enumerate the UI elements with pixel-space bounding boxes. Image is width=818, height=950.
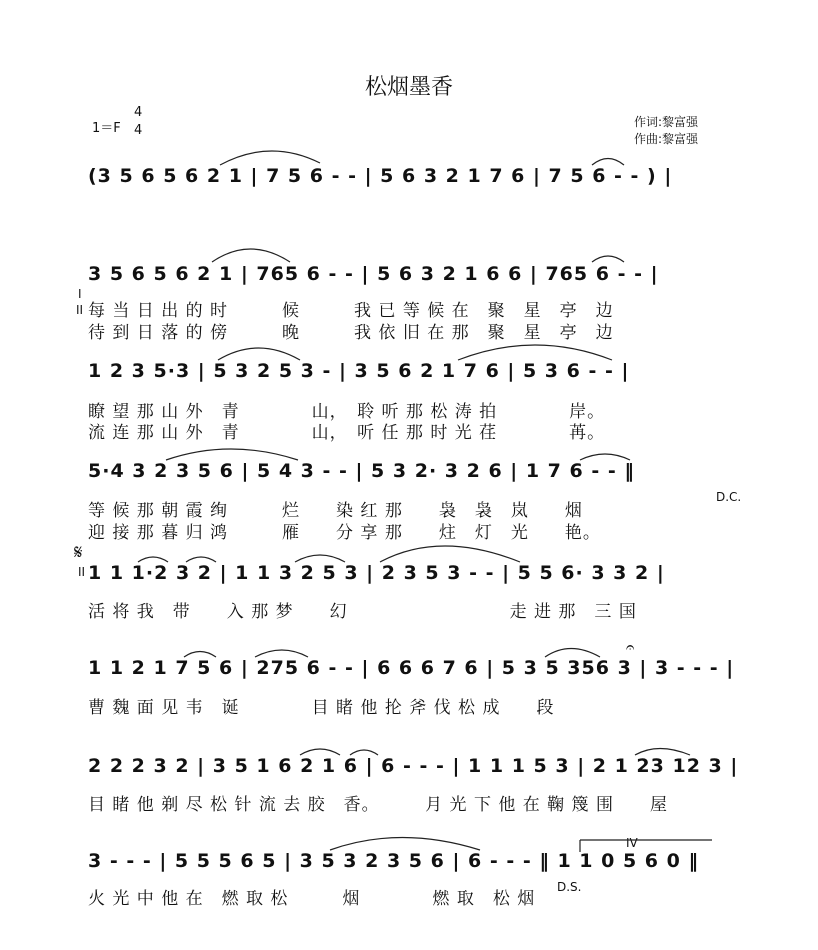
lyrics-row-5: 活 将 我 带 入 那 梦 幻 走 进 那 三 国	[88, 602, 637, 622]
lyrics-row-7: 目 睹 他 剃 尽 松 针 流 去 胶 香。 月 光 下 他 在 鞠 篾 围 屋	[88, 795, 668, 815]
notation-row-7: 2 2 2 3 2 | 3 5 1 6 2 1 6 | 6 - - - | 1 1 1 5 3 | 2 1 23 12 3 |	[88, 755, 739, 777]
notation-row-8: 3 - - - | 5 5 5 6 5 | 3 5 3 2 3 5 6 | 6 - - - ‖ 1 1 0 5 6 0 ‖	[88, 850, 699, 872]
lyrics-row-2b: 待 到 日 落 的 傍 晚 我 依 旧 在 那 聚 星 亭 边	[88, 323, 614, 343]
key-signature: 1＝F	[92, 121, 121, 136]
fermata-icon: 𝄐	[626, 638, 635, 656]
lyrics-row-3a: 瞭 望 那 山 外 青 山， 聆 听 那 松 涛 拍 岸。	[88, 402, 606, 422]
lyrics-row-6: 曹 魏 面 见 韦 诞 目 睹 他 抡 斧 伐 松 成 段	[88, 698, 555, 718]
volta-mark-4: IV	[626, 836, 638, 850]
verse-mark-2b: II	[78, 565, 86, 579]
notation-row-4: 5·4 3 2 3 5 6 | 5 4 3 - - | 5 3 2· 3 2 6 | 1 7 6 - - ‖	[88, 460, 635, 482]
lyrics-row-2a: 每 当 日 出 的 时 候 我 已 等 候 在 聚 星 亭 边	[88, 301, 614, 321]
lyricist-credit: 作词:黎富强	[634, 115, 699, 129]
notation-row-1: (3 5 6 5 6 2 1 | 7 5 6 - - | 5 6 3 2 1 7 6 | 7 5 6 - - ) |	[88, 165, 673, 187]
meter-top: 4	[134, 105, 143, 120]
ds-mark: D.S.	[557, 880, 582, 894]
verse-mark-1: I	[78, 287, 82, 301]
notation-row-6: 1 1 2 1 7 5 6 | 275 6 - - | 6 6 6 7 6 | 5 3 5 356 3 | 3 - - - |	[88, 657, 735, 679]
meter-bottom: 4	[134, 123, 143, 138]
page-title: 松烟墨香	[364, 75, 453, 100]
lyrics-row-8: 火 光 中 他 在 燃 取 松 烟 燃 取 松 烟	[88, 889, 536, 909]
segno-icon: 𝄋	[74, 540, 83, 564]
lyrics-row-3b: 流 连 那 山 外 青 山， 听 任 那 时 光 荏 苒。	[88, 423, 606, 443]
notation-row-5: 1 1 1·2 3 2 | 1 1 3 2 5 3 | 2 3 5 3 - - | 5 5 6· 3 3 2 |	[88, 562, 665, 584]
composer-credit: 作曲:黎富强	[634, 132, 699, 146]
notation-row-2: 3 5 6 5 6 2 1 | 765 6 - - | 5 6 3 2 1 6 6 | 765 6 - - |	[88, 263, 659, 285]
notation-row-3: 1 2 3 5·3 | 5 3 2 5 3 - | 3 5 6 2 1 7 6 | 5 3 6 - - |	[88, 360, 630, 382]
verse-mark-2: II	[76, 303, 84, 317]
lyrics-row-4a: 等 候 那 朝 霞 绚 烂 染 红 那 袅 袅 岚 烟	[88, 501, 583, 521]
lyrics-row-4b: 迎 接 那 暮 归 鸿 雁 分 享 那 炷 灯 光 艳。	[88, 523, 601, 543]
dc-mark: D.C.	[716, 490, 742, 504]
